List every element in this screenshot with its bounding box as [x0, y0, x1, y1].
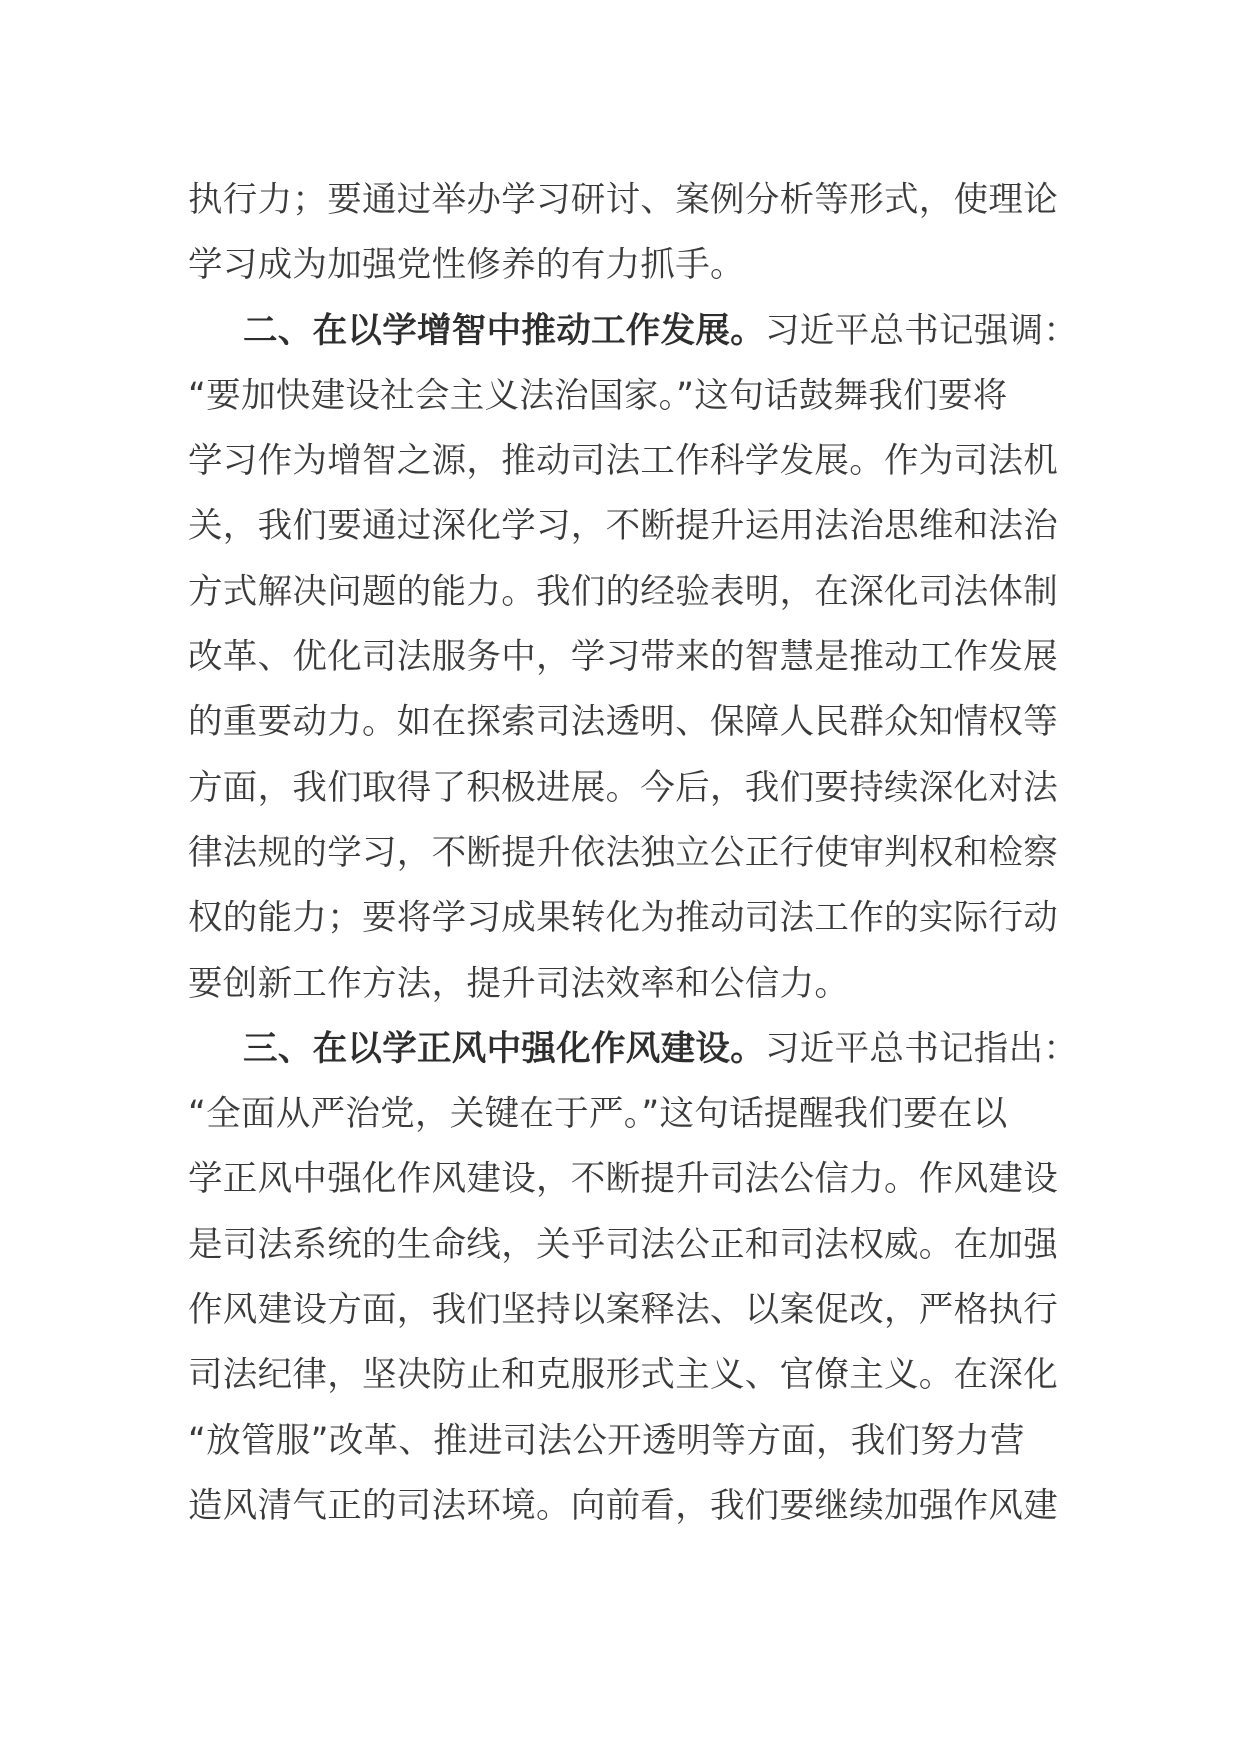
text-line: 要创新工作方法，提升司法效率和公信力。: [188, 963, 850, 1004]
text-line: 是司法系统的生命线，关乎司法公正和司法权威。在加强: [188, 1224, 1058, 1265]
section-heading-line: [188, 1017, 1079, 1082]
body-text: [188, 168, 1079, 1539]
text-line: 造风清气正的司法环境。向前看，我们要继续加强作风建: [188, 1485, 1058, 1526]
text-line: 学习作为增智之源，推动司法工作科学发展。作为司法机: [188, 441, 1058, 482]
text-line: “放管服”改革、推进司法公开透明等方面，我们努力营: [188, 1420, 1025, 1461]
section-heading: 二、在以学增智中推动工作发展。: [243, 310, 765, 351]
text-line: 学习成为加强党性修养的有力抓手。: [188, 245, 745, 286]
text-line: 执行力；要通过举办学习研讨、案例分析等形式，使理论: [188, 180, 1058, 220]
text-line: “要加快建设社会主义法治国家。”这句话鼓舞我们要将: [188, 375, 1008, 416]
text-line: 方面，我们取得了积极进展。今后，我们要持续深化对法: [188, 767, 1058, 808]
text-line: 习近平总书记强调：: [765, 310, 1079, 351]
text-line: 关，我们要通过深化学习，不断提升运用法治思维和法治: [188, 506, 1058, 547]
text-line: 学正风中强化作风建设，不断提升司法公信力。作风建设: [188, 1159, 1058, 1200]
text-line: 司法纪律，坚决防止和克服形式主义、官僚主义。在深化: [188, 1355, 1058, 1396]
text-line: 方式解决问题的能力。我们的经验表明，在深化司法体制: [188, 571, 1058, 612]
text-line: 改革、优化司法服务中，学习带来的智慧是推动工作发展: [188, 637, 1058, 678]
text-line: 律法规的学习，不断提升依法独立公正行使审判权和检察: [188, 832, 1058, 873]
section-heading: 三、在以学正风中强化作风建设。: [243, 1028, 765, 1069]
text-line: 权的能力；要将学习成果转化为推动司法工作的实际行动: [188, 898, 1058, 939]
text-line: 作风建设方面，我们坚持以案释法、以案促改，严格执行: [188, 1290, 1058, 1331]
text-line: “全面从严治党，关键在于严。”这句话提醒我们要在以: [188, 1094, 1008, 1135]
text-line: 习近平总书记指出：: [765, 1028, 1079, 1069]
section-heading-line: [188, 299, 1079, 364]
text-line: 的重要动力。如在探索司法透明、保障人民群众知情权等: [188, 702, 1058, 743]
